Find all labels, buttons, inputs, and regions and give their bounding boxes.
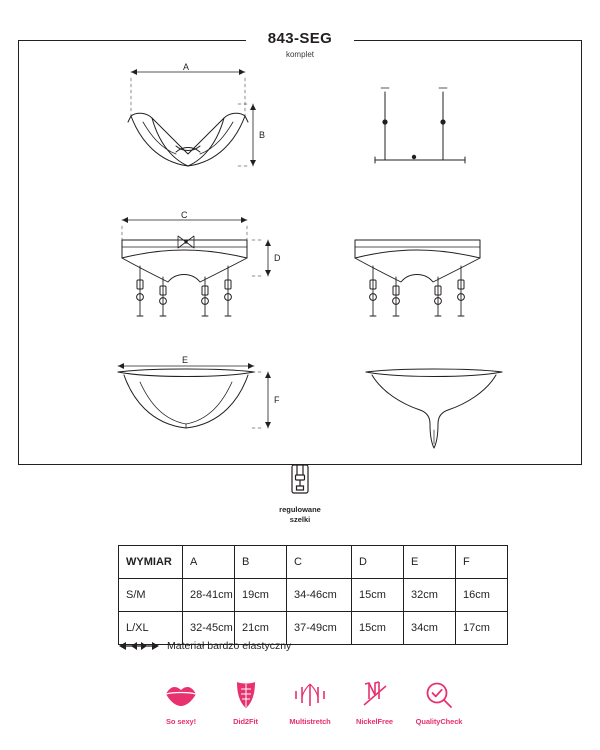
quality-check-icon-svg <box>424 680 454 710</box>
table-header-row <box>119 546 508 579</box>
quality-check-icon <box>408 678 470 712</box>
badge-nickelfree <box>344 678 406 726</box>
adjustable-strap-caption-line1: regulowane <box>279 505 321 514</box>
cell-sm-a: 28-41cm <box>183 579 235 612</box>
dimension-label-c: C <box>181 210 188 220</box>
table-header-e: E <box>404 546 456 579</box>
badge-label-did2fit: Did2Fit <box>233 717 258 726</box>
nickel-free-icon <box>344 678 406 712</box>
dimension-label-e: E <box>182 355 189 365</box>
multistretch-icon-svg <box>294 680 326 710</box>
thong-front-drawing <box>118 363 271 428</box>
dimension-label-b: B <box>259 130 266 140</box>
table-header-d: D <box>352 546 404 579</box>
page-title: 843-SEG <box>267 30 333 47</box>
double-arrow-stretch-icon <box>118 640 160 652</box>
cell-lxl-a: 32-45cm <box>183 612 235 645</box>
cell-lxl-e: 34cm <box>404 612 456 645</box>
nickel-free-icon-svg <box>361 680 389 710</box>
size-table-wrapper <box>118 545 490 645</box>
cell-sm-e: 32cm <box>404 579 456 612</box>
badge-label-nickelfree: NickelFree <box>356 717 393 726</box>
table-header-a: A <box>183 546 235 579</box>
cell-lxl-b: 21cm <box>235 612 287 645</box>
cell-sm-c: 34-46cm <box>287 579 352 612</box>
cell-lxl-f: 17cm <box>456 612 508 645</box>
size-table <box>118 545 508 645</box>
adjustable-strap-caption <box>0 505 600 525</box>
badge-so-sexy <box>150 678 212 726</box>
cell-sm-d: 15cm <box>352 579 404 612</box>
bra-back-drawing <box>375 88 465 163</box>
elastic-material-note <box>118 640 291 652</box>
dimension-label-d: D <box>274 253 281 263</box>
row-size-label: L/XL <box>119 612 183 645</box>
cell-lxl-c: 37-49cm <box>287 612 352 645</box>
adjustable-strap-note <box>0 462 600 525</box>
badge-label-so-sexy: So sexy! <box>165 717 197 726</box>
elastic-material-text: Materiał bardzo elastyczny <box>167 640 292 652</box>
cell-lxl-d: 15cm <box>352 612 404 645</box>
table-header-b: B <box>235 546 287 579</box>
lips-icon <box>150 678 212 712</box>
badge-did2fit <box>215 678 277 726</box>
corset-icon-svg <box>233 680 259 710</box>
adjustable-strap-slider-icon <box>283 462 317 496</box>
garter-belt-front-drawing <box>122 217 271 316</box>
lips-icon-svg <box>164 682 198 708</box>
adjustable-strap-caption-line2: szelki <box>289 515 311 525</box>
dimension-label-a: A <box>183 62 190 72</box>
table-header-f: F <box>456 546 508 579</box>
garter-belt-back-drawing <box>355 240 480 316</box>
table-row <box>119 579 508 612</box>
corset-icon <box>215 678 277 712</box>
badge-multistretch <box>279 678 341 726</box>
feature-badges <box>150 678 470 726</box>
table-header-wymiar: WYMIAR <box>119 546 183 579</box>
cell-sm-b: 19cm <box>235 579 287 612</box>
bra-front-drawing <box>128 69 256 166</box>
badge-label-multistretch: Multistretch <box>289 717 331 726</box>
page-subtitle: komplet <box>285 50 314 59</box>
row-size-label: S/M <box>119 579 183 612</box>
thong-back-drawing <box>366 369 502 448</box>
cell-sm-f: 16cm <box>456 579 508 612</box>
table-header-c: C <box>287 546 352 579</box>
badge-label-qualitycheck: QualityCheck <box>415 717 463 726</box>
multistretch-icon <box>279 678 341 712</box>
badge-qualitycheck <box>408 678 470 726</box>
dimension-label-f: F <box>274 395 280 405</box>
